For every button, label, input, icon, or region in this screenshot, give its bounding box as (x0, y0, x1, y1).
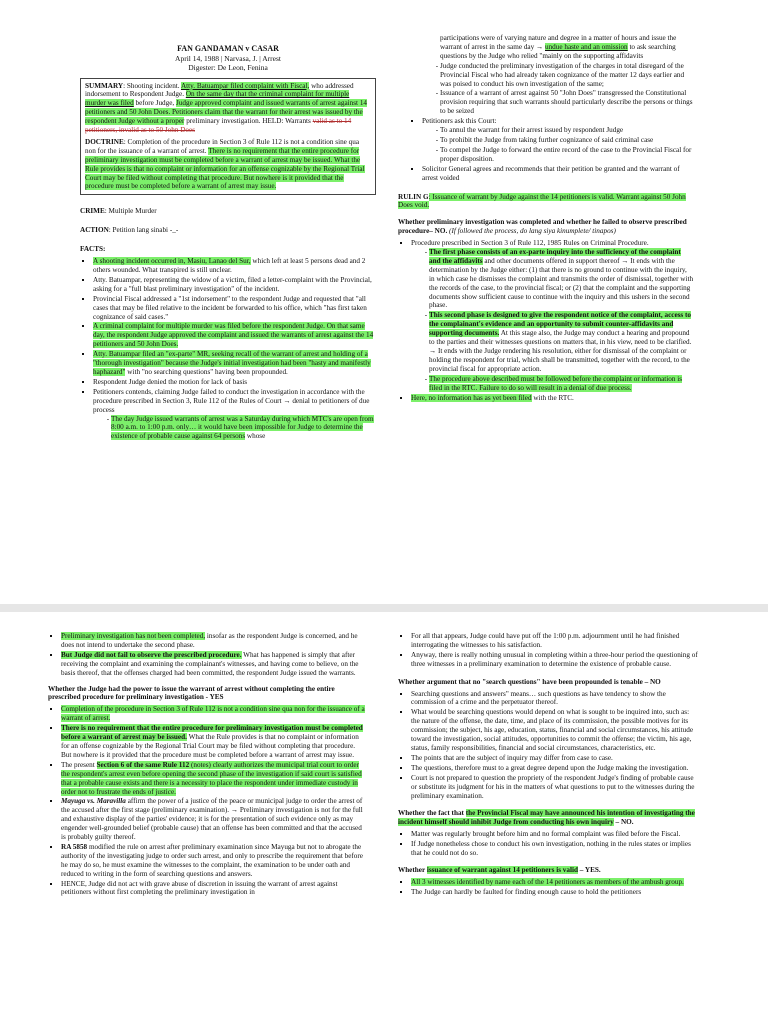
doctrine-highlight: There is no requirement that the entire procedure for preliminary investigation must be completed before a warrant of arrest may be issued. What the Rule provides is that no complaint or information for an offense cognizable by the Regional Trial Court may be filed without completing that procedure. But nowhere is it provided that the procedure must be completed before a warrant of arrest may issue. (85, 146, 365, 191)
dash-list (398, 62, 694, 116)
action-line (80, 226, 376, 235)
issue-highlight: the Provincial Fiscal may have announced his intention of investigating the incident himself should inhibit Judge from conducting his own inquiry (398, 809, 695, 827)
doctrine-text: : Completion of the procedure in Section 3 of Rule 112 is not a condition sine qua non for the issuance of a warrant of arrest. (85, 137, 360, 155)
summary-highlight: Judge approved complaint and issued warrants of arrest against 14 petitioners and 50 John Does. Petitioners claim that the warrant for their arrest was issued by the respondent Judge without a proper (85, 99, 368, 126)
procedure-list (398, 239, 694, 402)
power-list (48, 705, 366, 897)
list-item: - To compel the Judge to forward the entire record of the case to the Provincial Fiscal for proper disposition. (440, 146, 694, 164)
summary-text: before Judge, (133, 99, 177, 108)
list-item: - Issuance of a warrant of arrest against 50 "John Does" transgressed the Constitutional provision requiring that such warrants should particularly describe the persons or things to be seized (440, 89, 694, 116)
case-citation: April 14, 1988 | Narvasa, J. | Arrest (175, 53, 281, 63)
highlight: undue haste and an omission (544, 42, 628, 51)
list-item (93, 257, 376, 275)
fact-text: Petitioners contends, claiming Judge failed to conduct the investigation in accordance with the procedure prescribed in Section 3, Rule 112 of the Rules of Court → denial to petitioners of due process (93, 387, 370, 414)
text: and other documents offered in support thereof → It ends with the determination by the Judge either: (1) that there is no ground to continue with the inquiry, in which case he dismisses the complaint and transmits the order of dismissal, together with the records of the case, to the provincial fiscal; or (2) that the complaint and the supporting documents show sufficient cause to continue with the inquiry and this ushers in the second phase. (429, 256, 694, 310)
text: What the Rule provides is that no complaint or information for an offense cognizable by the Regional Trial Court may be filed without completing that procedure. But nowhere is it provided that the procedure must be completed before a warrant of arrest may issue. (61, 733, 359, 759)
issue-text: Whether preliminary investigation was completed and whether he failed to observe prescribed procedure– NO. (398, 218, 687, 236)
text: Petitioners ask this Court: (422, 117, 497, 126)
text: to ask searching questions by the Judge who relied "mainly on the supporting affidavits (440, 42, 676, 60)
warrant-list (398, 878, 698, 897)
list-item (440, 34, 694, 61)
crime-value: : Multiple Murder (104, 207, 157, 216)
list-item: ▪ The points that are the subject of inquiry may differ from case to case. (411, 754, 698, 763)
list-item: ▪ Respondent Judge denied the motion for lack of basis (93, 378, 376, 387)
issue-heading: Whether the Judge had the power to issue the warrant of arrest without completing the entire prescribed procedure for preliminary investigation - YES (48, 684, 335, 702)
list-item: ▪ For all that appears, Judge could have put off the 1:00 p.m. adjournment until he had finished interrogating the witnesses to his satisfaction. (411, 632, 698, 650)
summary-highlight: Atty. Batuampar filed complaint with Fiscal, (180, 81, 310, 90)
list-item: ▪ HENCE, Judge did not act with grave abuse of discretion in issuing the warrant of arrest against petitioners without first completing the preliminary investigation in (61, 880, 366, 898)
page1-right-column (398, 34, 694, 403)
search-questions-list (398, 690, 698, 801)
list-item: ▪ The Judge can hardly be faulted for finding enough cause to hold the petitioners (411, 888, 698, 897)
summary-text: who addressed indorsement to Respondent Judge. (85, 81, 354, 99)
issue-text: Whether (398, 865, 427, 874)
ruling-label: RULIN G (398, 192, 429, 201)
text: Procedure prescribed in Section 3 of Rule 112, 1985 Rules on Criminal Procedure. (411, 239, 649, 248)
issue-heading (398, 866, 698, 875)
fact-highlight: A shooting incident occurred in, Masiu, Lanao del Sur, (93, 257, 251, 266)
summary-text: : Shooting incident. (123, 81, 181, 90)
doctrine-label: DOCTRINE (85, 137, 124, 146)
summary-box (80, 78, 376, 196)
fact-text: whose (245, 432, 266, 441)
list-item (411, 878, 698, 887)
list-item (111, 415, 376, 442)
digester-line: Digester: De Leon, Fenina (188, 62, 268, 72)
list-item (429, 311, 694, 373)
petition-list (398, 117, 694, 182)
ruling-highlight: : Issuance of warrant by Judge against the 14 petitioners is valid. Warrant against 50 John Does void. (398, 192, 686, 210)
list-item: ▪ If Judge nonetheless chose to conduct his own investigation, nothing in the rules states or implies that he could not do so. (411, 840, 698, 858)
sub-list (422, 126, 694, 164)
sub-list (411, 248, 694, 393)
issue-heading (398, 218, 694, 236)
page1-left-column (80, 44, 376, 442)
action-value: : Petition lang sinabi -_- (108, 226, 179, 235)
issue-text: – NO. (613, 818, 634, 827)
case-title: FAN GANDAMAN v CASAR (177, 44, 279, 53)
findings-list (48, 632, 366, 678)
list-item: ▪ Atty. Batuampar, representing the widow of a victim, filed a letter-complaint with the Provincial, asking for a "full blast preliminary investigation" of the incident. (93, 276, 376, 294)
fact-text: with "no searching questions" having been propounded. (125, 367, 288, 376)
list-item (429, 375, 694, 393)
text: with the RTC. (531, 393, 574, 402)
list-item (61, 724, 366, 760)
ruling-paragraph (398, 193, 694, 211)
issue-note: (If followed the process, do lang siya kinumplete/ tinapos) (447, 227, 616, 236)
sub-list (93, 415, 376, 442)
list-item (429, 248, 694, 310)
highlight: The procedure above described must be followed before the complaint or information is filed in the RTC. Failure to do so will result in a denial of due process. (429, 374, 683, 392)
highlight: But Judge did not fail to observe the prescribed procedure. (61, 650, 242, 659)
issue-text: Whether the fact that (398, 809, 466, 818)
facts-list (80, 257, 376, 441)
page2-left-column (48, 632, 366, 898)
list-item: ▪ Anyway, there is really nothing unusual in completing within a three-hour period the questioning of three witnesses in a preliminary examination to determine the existence of probable cause. (411, 651, 698, 669)
law-name: RA 5858 (61, 842, 88, 851)
case-name: Mayuga vs. Maravilla (61, 797, 126, 806)
highlight: There is no requirement that the entire procedure for preliminary investigation must be completed before a warrant of arrest may be issued. (61, 724, 363, 742)
document-page-2 (0, 612, 768, 1024)
highlight: All 3 witnesses identified by name each of the 14 petitioners as members of the ambush group. (411, 877, 684, 886)
text: At this stage also, the Judge may conduct a hearing and propound to the parties and their witnesses questions on matters that, in his view, need to be clarified. → It ends with the Judge rendering his resolution, either for dismissal of the complaint or holding the respondent for trial, which shall be transmitted, together with the record, to the provincial fiscal for appropriate action. (429, 329, 692, 373)
list-item: ▪ Matter was regularly brought before him and no formal complaint was filed before the Fiscal. (411, 830, 698, 839)
fact-highlight: The day Judge issued warrants of arrest was a Saturday during which MTC's are open from 8:00 a.m. to 1:00 p.m. only… it would have been impossible for Judge to determine the existence of probable cause against 64 persons (111, 414, 374, 441)
page2-right-column (398, 632, 698, 898)
highlight: Section 6 of the same Rule 112 (96, 760, 190, 769)
facts-heading: FACTS: (80, 245, 106, 254)
text: insofar as the respondent Judge is concerned, and he does not intend to undertake the second phase. (61, 632, 358, 649)
fact-text: which left at least 5 persons dead and 2 others wounded. What transpired is still unclear. (93, 257, 366, 274)
continued-sub-list (398, 34, 694, 61)
text: What has happened is simply that after receiving the complaint and examining the complainant's witnesses, and having come to believe, on the basis thereof, that the offenses charged had been committed, the respondent Judge issued the warrants. (61, 650, 359, 677)
doctrine-paragraph (85, 138, 371, 191)
highlight: Here, no information has as yet been filed (411, 393, 532, 402)
summary-text: preliminary investigation. HELD: Warrants (184, 117, 313, 126)
highlight: (notes) clearly authorizes the municipal trial court to order the respondent's arrest even before opening the second phase of the investigation if said court is satisfied that a probable cause exists and there is a necessity to place the respondent under immediate custody in order not to frustrate the ends of justice. (61, 760, 362, 796)
fact-highlight: A criminal complaint for multiple murder was filed before the respondent Judge. On that same day, the respondent Judge approved the complaint and issued the warrants of arrest against the 14 petitioners and 50 John Does. (93, 322, 374, 349)
crime-line (80, 207, 376, 216)
adjournment-list (398, 632, 698, 669)
list-item (61, 632, 366, 650)
text: affirm the power of a justice of the peace or municipal judge to order the arrest of the accused after the first stage (preliminary examination). → Preliminary investigation is not for the full and exhaustive display of the parties' evidence; it is for the presentation of such evidence only as may engender well-grounded belief (probable cause) that an offense has been committed and that the accused is probably guilty thereof. (61, 797, 363, 842)
fact-highlight: Atty. Batuampar filed an "ex-parte" MR, seeking recall of the warrant of arrest and holding of a "thorough investigation" because the Judge's initial investigation had been "hasty and manifestly haphazard" (93, 350, 371, 376)
list-item (411, 239, 694, 392)
list-item (61, 843, 366, 879)
highlight: This second phase is designed to give the respondent notice of the complaint, access to the complainant's evidence and an opportunity to submit counter-affidavits and supporting documents. (429, 311, 692, 338)
list-item: ▪ Provincial Fiscal addressed a "1st indorsement" to the respondent Judge and requested that "all cases that may be filed relative to the incident be forwarded to his office, which "has first taken cognizance of said cases." (93, 295, 376, 322)
summary-highlight: On the same day that the criminal complaint for multiple murder was filed (85, 90, 350, 108)
list-item (61, 705, 366, 723)
list-item: ▪ The questions, therefore must to a great degree depend upon the Judge making the investigation. (411, 764, 698, 773)
list-item (61, 797, 366, 842)
list-item: - To annul the warrant for their arrest issued by respondent Judge (440, 126, 694, 135)
issue-highlight: issuance of warrant against 14 petitioners is valid (426, 865, 578, 874)
text: modified the rule on arrest after preliminary examination since Mayuga but not to abrogate the authority of the investigating judge to order such arrest, and only to prescribe the requirement that before he may do so, he must examine the witnesses to the complaint, the examination to be under oath and reduced to writing in the form of searching questions and answers. (61, 842, 363, 878)
summary-paragraph (85, 82, 371, 135)
list-item: ▪ Searching questions and answers" means… such questions as have tendency to show the commission of a crime and the perpetuator thereof. (411, 690, 698, 708)
list-item (93, 388, 376, 441)
action-label: ACTION (80, 226, 109, 235)
issue-heading: Whether argument that no "search questions" have been propounded is tenable – NO (398, 677, 661, 686)
list-item: ▪ Solicitor General agrees and recommends that their petition be granted and the warrant of arrest voided (422, 165, 694, 183)
list-item (61, 761, 366, 797)
highlight: The first phase consists of an ex-parte inquiry into the sufficiency of the complaint and the affidavits (429, 248, 681, 265)
fiscal-list (398, 830, 698, 858)
issue-heading (398, 809, 698, 827)
summary-label: SUMMARY (85, 81, 124, 90)
text: The present (61, 760, 97, 769)
crime-label: CRIME (80, 207, 105, 216)
issue-text: – YES. (577, 865, 601, 874)
list-item: ▪ What would be searching questions would depend on what is sought to be inquired into, such as: the nature of the offense, the date, time, and place of its commission, the possible motives for its commission; the subject, his age, education, status, financial and social circumstances, his attitude toward the investigation, social attitudes, opportunities to commit the offense; the victim, his age, status, family responsibilities, financial and social circumstances, characteristics, etc. (411, 708, 698, 753)
text: participations were of varying nature and degree in a matter of hours and issue the warrant of arrest in the same day → (440, 34, 677, 51)
list-item: - Judge conducted the preliminary investigation of the charges in total disregard of the Provincial Fiscal who had already taken cognizance of the matter 12 days earlier and was poised to conduct his own investigation of the same; (440, 62, 694, 89)
highlight: Preliminary investigation has not been completed, (61, 632, 206, 640)
list-item (411, 394, 694, 403)
list-item (93, 322, 376, 349)
list-item: ▪ Court is not prepared to question the propriety of the respondent Judge's finding of probable cause or substitute its judgment for his in the matters of what questions to put to the witnesses during the preliminary examination. (411, 774, 698, 801)
list-item: - To prohibit the Judge from taking further cognizance of said criminal case (440, 136, 694, 145)
list-item (61, 651, 366, 678)
summary-struck-text: valid as to 14 petitioners, invalid as to 50 John Does (85, 117, 352, 135)
highlight: Completion of the procedure in Section 3 of Rule 112 is not a condition sine qua non for the issuance of a warrant of arrest. (61, 705, 365, 723)
list-item (93, 350, 376, 377)
list-item (422, 117, 694, 164)
